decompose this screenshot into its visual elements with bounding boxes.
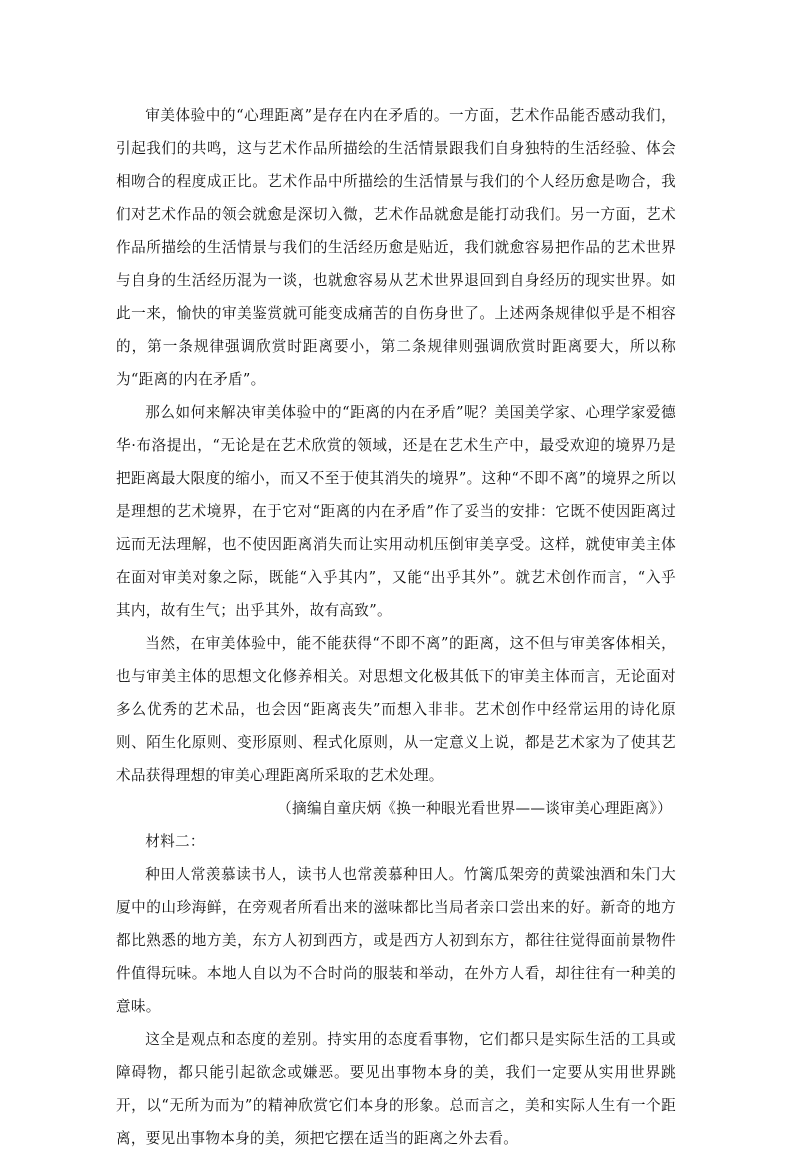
source-citation: （摘编自童庆炳《换一种眼光看世界——谈审美心理距离》） <box>277 800 672 817</box>
paragraph-4: 种田人常羡慕读书人，读书人也常羡慕种田人。竹篱瓜架旁的黄粱浊酒和朱门大厦中的山珍海鲜，在旁观者所看出来的滋味都比当局者亲口尝出来的好。新奇的地方都比熟悉的地方美，东方人初到西方，或是西方人初到东方，都往往觉得面前景物件件值得玩味。本地人自以为不合时尚的服装和举动，在外方人看，却往往有一种美的意味。 <box>116 866 676 1015</box>
paragraph-1: 审美体验中的“心理距离”是存在内在矛盾的。一方面，艺术作品能否感动我们，引起我们的共鸣，这与艺术作品所描绘的生活情景跟我们自身独特的生活经验、体会相吻合的程度成正比。艺术作品中所描绘的生活情景与我们的个人经历愈是吻合，我们对艺术作品的领会就愈是深切入微，艺术作品就愈是能打动我们。另一方面，艺术作品所描绘的生活情景与我们的生活经历愈是贴近，我们就愈容易把作品的艺术世界与自身的生活经历混为一谈，也就愈容易从艺术世界退回到自身经历的现实世界。如此一来，愉快的审美鉴赏就可能变成痛苦的自伤身世了。上述两条规律似乎是不相容的，第一条规律强调欣赏时距离要小，第二条规律则强调欣赏时距离要大，所以称为“距离的内在矛盾”。 <box>116 107 676 388</box>
material-two-label: 材料二： <box>145 833 205 850</box>
paragraph-5: 这全是观点和态度的差别。持实用的态度看事物，它们都只是实际生活的工具或障碍物，都只能引起欲念或嫌恶。要见出事物本身的美，我们一定要从实用世界跳开，以“无所为而为”的精神欣赏它们本身的形象。总而言之，美和实际人生有一个距离，要见出事物本身的美，须把它摆在适当的距离之外去看。 <box>116 1031 676 1147</box>
document-body <box>116 99 676 1155</box>
paragraph-3: 当然，在审美体验中，能不能获得“不即不离”的距离，这不但与审美客体相关，也与审美主体的思想文化修养相关。对思想文化极其低下的审美主体而言，无论面对多么优秀的艺术品，也会因“距离丧失”而想入非非。艺术创作中经常运用的诗化原则、陌生化原则、变形原则、程式化原则，从一定意义上说，都是艺术家为了使其艺术品获得理想的审美心理距离所采取的艺术处理。 <box>116 635 676 784</box>
paragraph-2: 那么如何来解决审美体验中的“距离的内在矛盾”呢？美国美学家、心理学家爱德华·布洛提出，“无论是在艺术欣赏的领域，还是在艺术生产中，最受欢迎的境界乃是把距离最大限度的缩小，而又不至于使其消失的境界”。这种“不即不离”的境界之所以是理想的艺术境界，在于它对“距离的内在矛盾”作了妥当的安排：它既不使因距离过远而无法理解，也不使因距离消失而让实用动机压倒审美享受。这样，就使审美主体在面对审美对象之际，既能“入乎其内”，又能“出乎其外”。就艺术创作而言，“入乎其内，故有生气；出乎其外，故有高致”。 <box>116 404 676 619</box>
